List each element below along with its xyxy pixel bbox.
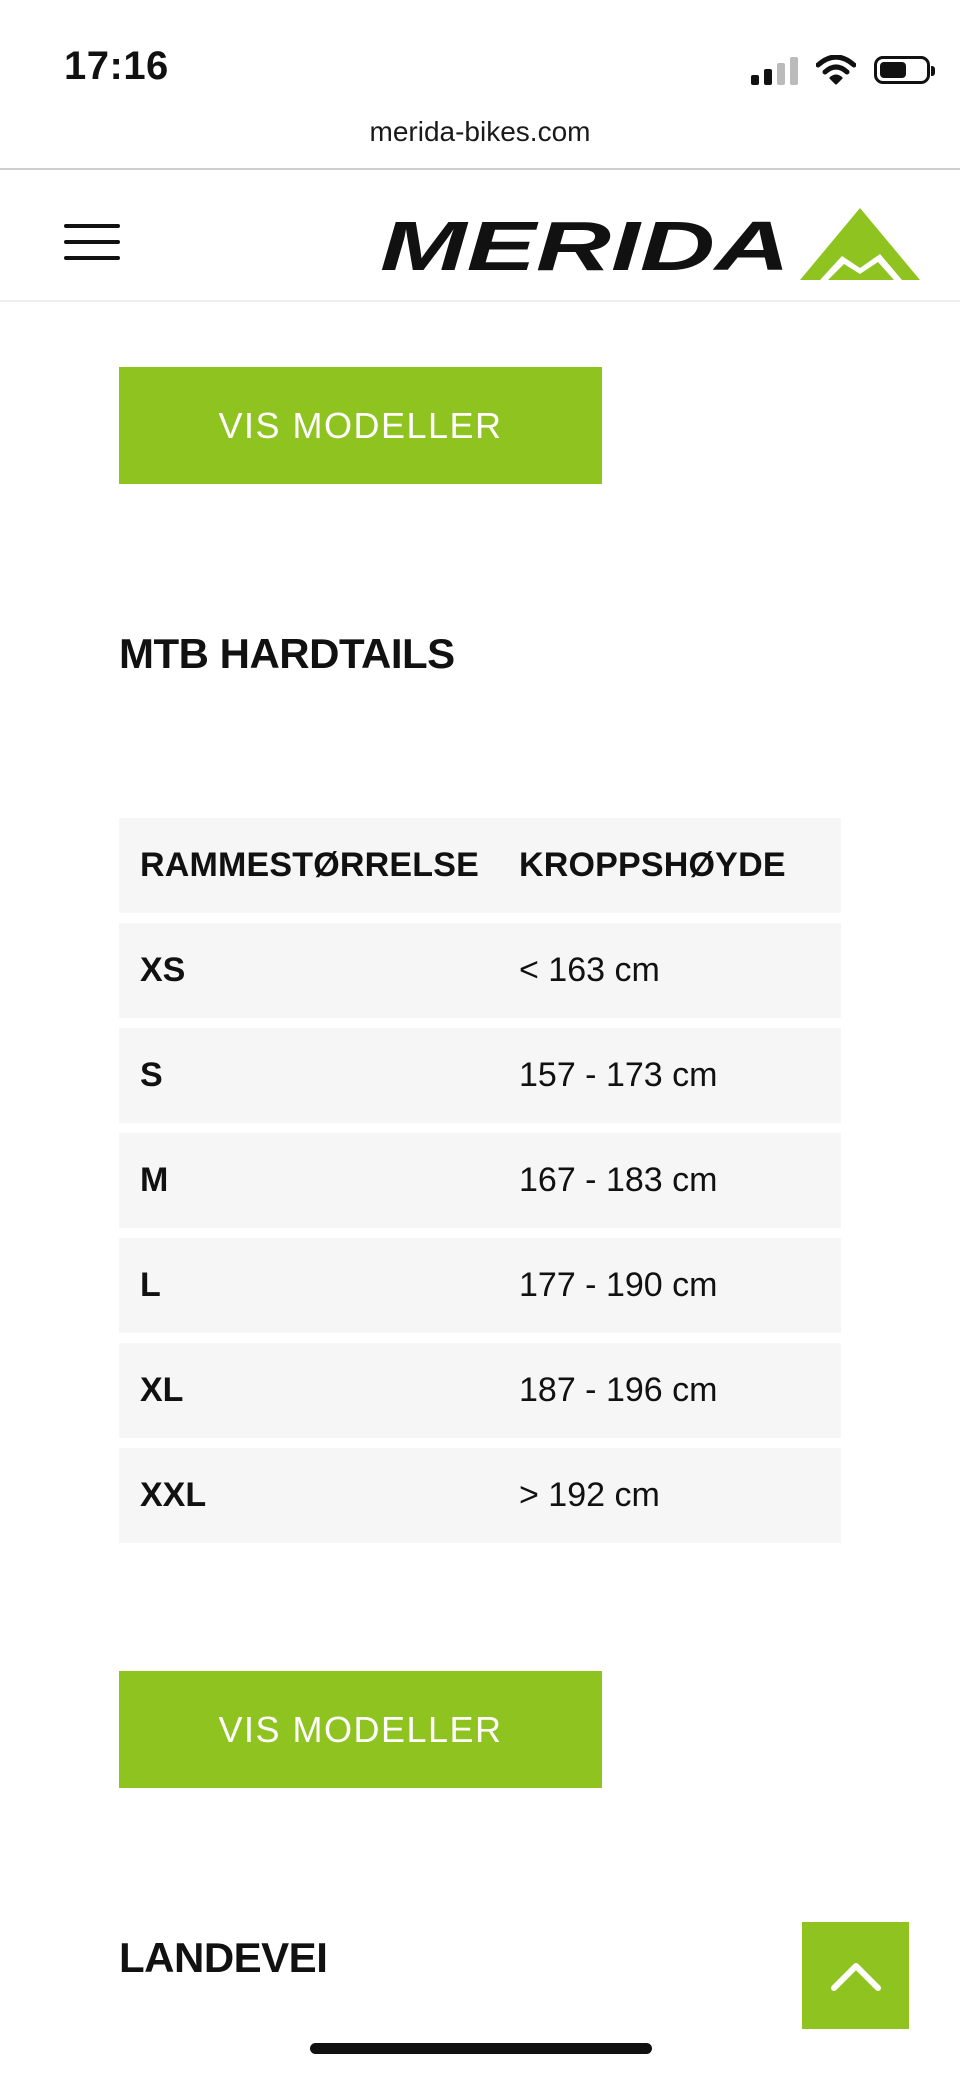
column-header-frame-size: RAMMESTØRRELSE [140,846,480,884]
hamburger-menu-icon[interactable] [64,222,120,262]
frame-size-cell: L [140,1266,161,1304]
body-height-cell: 177 - 190 cm [519,1266,718,1304]
body-height-cell: < 163 cm [519,951,660,989]
section-title-mtb: MTB HARDTAILS [119,630,455,677]
table-row [119,923,841,1018]
body-height-cell: 187 - 196 cm [519,1371,718,1409]
svg-text:MERIDA: MERIDA [380,207,790,284]
address-bar[interactable] [0,110,960,170]
table-row [119,1028,841,1123]
table-row [119,1343,841,1438]
column-header-body-height: KROPPSHØYDE [519,846,786,884]
merida-logo[interactable] [380,204,920,284]
scroll-to-top-button[interactable] [802,1922,909,2029]
frame-size-cell: S [140,1056,163,1094]
cellular-signal-icon [751,55,798,85]
table-row [119,1238,841,1333]
table-header-row [119,818,841,913]
frame-size-cell: M [140,1161,169,1199]
show-models-button-top[interactable]: VIS MODELLER [119,367,602,484]
table-row [119,1133,841,1228]
site-header [0,170,960,302]
url-text: merida-bikes.com [369,116,591,147]
body-height-cell: 167 - 183 cm [519,1161,718,1199]
body-height-cell: > 192 cm [519,1476,660,1514]
frame-size-cell: XXL [140,1476,207,1514]
frame-size-cell: XS [140,951,186,989]
size-table [119,818,841,1553]
section-title-road: LANDEVEI [119,1934,328,1981]
battery-icon [874,56,930,84]
show-models-button-bottom[interactable]: VIS MODELLER [119,1671,602,1788]
body-height-cell: 157 - 173 cm [519,1056,718,1094]
wifi-icon [816,55,856,85]
home-indicator[interactable] [310,2043,652,2054]
status-icons [751,50,930,90]
table-row [119,1448,841,1543]
frame-size-cell: XL [140,1371,184,1409]
chevron-up-icon [830,1960,882,1992]
status-bar [0,0,960,110]
status-time: 17:16 [64,44,169,88]
